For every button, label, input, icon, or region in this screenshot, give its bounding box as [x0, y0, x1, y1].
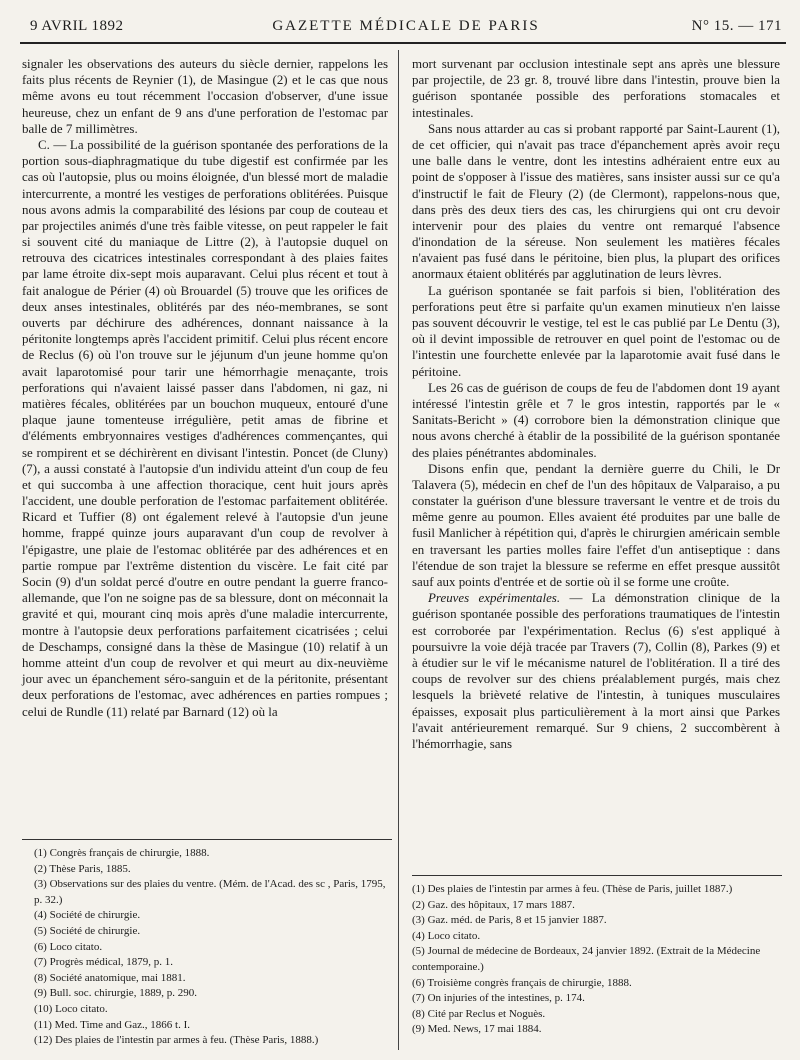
footnote: (7) Progrès médical, 1879, p. 1.: [34, 956, 173, 969]
footnote: (1) Des plaies de l'intestin par armes à feu. (Thèse de Paris, juillet 1887.): [412, 883, 733, 895]
right-paragraph-4: Les 26 cas de guérison de coups de feu de l'abdomen dont 19 ayant intéressé l'intestin grêle et 7 le gros intestin, rapportés par le « Sanitats-Bericht » (4) corrobore bien la démonstration clinique que nous avons cherché à établir de la possibilité de la guérison spontanée des plaies pénétrantes abdominales.: [412, 379, 780, 460]
footnote: (8) Société anatomique, mai 1881.: [34, 971, 186, 984]
footnote: (2) Gaz. des hôpitaux, 17 mars 1887.: [412, 898, 575, 911]
footnotes-right: [412, 882, 782, 1038]
footnote: (2) Thèse Paris, 1885.: [34, 862, 131, 875]
footnote: (12) Des plaies de l'intestin par armes à feu. (Thèse Paris, 1888.): [34, 1034, 319, 1047]
footnote: (11) Med. Time and Gaz., 1866 t. I.: [34, 1018, 191, 1031]
issue-date: 9 AVRIL 1892: [30, 18, 124, 34]
right-paragraph-6-text: — La démonstration clinique de la guérison spontanée possible des perforations traumatiques de l'intestin est corroborée par l'expérimentation. Reclus (6) s'est appliqué à poursuivre la voie déjà tracée par Travers (7), Collin (8), Parkes (9) et à étudier sur le vif le mécanisme naturel de l'oblitération. Il a tiré des coups de revolver sur des chiens préalablement purgés, mais chez lesquels la brièveté relative de l'intestin, à tuniques musculaires épaisses, exposait plus particulièrement à la mort ainsi que Parkes l'avait antérieurement remarqué. Sur 9 chiens, 2 succombèrent à l'hémorrhagie, sans: [412, 590, 780, 751]
journal-title: GAZETTE MÉDICALE DE PARIS: [272, 18, 540, 34]
column-divider: [398, 50, 399, 1050]
right-paragraph-2: Sans nous attarder au cas si probant rapporté par Saint-Laurent (1), de cet officier, qui n'avait pas trace d'épanchement après avoir reçu une balle dans le ventre, dont les intestins adhéraient entre eux au point de s'opposer à l'issue des matières, sans insister aussi sur ce qu'a d'instructif le fait de Fleury (2) (de Clermont), rappelons-nous que, dans près des deux tiers des cas, les chirurgiens qui ont cru devoir intervenir pour des plaies du ventre ont remarqué l'absence d'inondation de la séreuse. Non seulement les matières fécales n'avaient pas fusé dans le péritoine, bien plus, la plupart des orifices anormaux étaient oblitérés par agglutination de leurs lèvres.: [412, 120, 780, 282]
footnote: (10) Loco citato.: [34, 1002, 108, 1015]
footnote: (4) Société de chirurgie.: [34, 909, 141, 922]
right-paragraph-1: mort survenant par occlusion intestinale sept ans après une blessure par projectile, de 23 gr. 8, trouvé libre dans l'intestin, prouve bien la guérison spontanée possible des perforations stomacales et intestinales.: [412, 56, 780, 120]
footnote: (1) Congrès français de chirurgie, 1888.: [34, 847, 210, 859]
footnote-rule-left: [22, 839, 392, 840]
right-paragraph-5: Disons enfin que, pendant la dernière guerre du Chili, le Dr Talavera (5), médecin en chef de l'un des hôpitaux de Valparaiso, a pu constater la guérison d'une blessure traversant le ventre et de trois du même genre au poumon. Elles avaient été produites par une balle de fusil Manlicher à répétition qui, d'après le chirurgien américain semble en traversant les parties molles faire l'effet d'un antiseptique : dans l'étendue de son trajet la blessure se referme en effet presque aussitôt sauf aux points d'entrée et de sortie où il se forme une croûte.: [412, 460, 780, 589]
footnote-rule-right: [412, 875, 782, 876]
right-paragraph-6: [412, 590, 780, 752]
right-paragraph-3: La guérison spontanée se fait parfois si bien, l'oblitération des perforations peut être si parfaite qu'un examen minutieux n'en laisse pas souvent découvrir le vestige, tel est le cas publié par Le Dentu (3), où il devint impossible de retrouver en quel point de l'estomac ou de l'intestin une fourchette enlevée par la laparotomie avait fusé dans le péritoine.: [412, 282, 780, 379]
header-rule: [20, 42, 786, 44]
footnote: (7) On injuries of the intestines, p. 174.: [412, 992, 585, 1005]
footnote: (6) Loco citato.: [34, 940, 103, 953]
section-heading-preuves: Preuves expérimentales.: [428, 590, 561, 606]
left-paragraph-1: signaler les observations des auteurs du siècle dernier, rappelons les faits plus récents de Reynier (1), de Masingue (2) et le cas que nous même avons eu tout récemment l'occasion d'observer, d'une issue heureuse, chez un enfant de 9 ans d'une perforation de l'estomac par balle de 7 millimètres.: [22, 56, 388, 136]
footnote: (3) Gaz. méd. de Paris, 8 et 15 janvier 1887.: [412, 914, 607, 927]
footnote: (3) Observations sur des plaies du ventre. (Mém. de l'Acad. des sc , Paris, 1795, p. 32.): [34, 878, 386, 906]
footnote: (5) Journal de médecine de Bordeaux, 24 janvier 1892. (Extrait de la Médecine contemporaine.): [412, 945, 761, 973]
left-paragraph-2: C. — La possibilité de la guérison spontanée des perforations de la portion sous-diaphragmatique du tube digestif est confirmée par les cas où l'autopsie, plus ou moins éloignée, d'un blessé mort de maladie intercurrente, a montré les vestiges de perforations oblitérées. Puisque nous avons admis la comparabilité des lésions par coup de couteau et par projectiles animés d'une très faible vitesse, on peut rappeler le fait si souvent cité du maniaque de Littre (2), à l'autopsie duquel on retrouva des cicatrices intestinales correspondant à des plaies faites par lame étroite dix-sept mois auparavant. Celui plus récent et tout à fait analogue de Périer (4) où Brouardel (5) trouve que les orifices de deux anses intestinales, oblitérés par des néo-membranes, se sont ouverts par déchirure des adhérences, donnant naissance à la péritonite longtemps après l'accident primitif. Celui plus récent encore de Reclus (6) où l'on trouve sur le jéjunum d'un jeune homme qu'on avait laparotomisé pour tarir une hémorrhagie menaçante, trois perforations qui n'avaient laissé passer dans l'abdomen, ni gaz, ni matières fécales, oblitérées par un bouchon muqueux, entouré d'une plaque jaune tomenteuse irrégulière, petit amas de fibrine et d'éléments embryonnaires vestiges d'adhérences commençantes, qui se rompirent et se déchirèrent en divisant l'intestin. Poncet (de Cluny) (7), a aussi constaté à l'autopsie d'un individu atteint d'un coup de feu et qui succomba à une affection thoracique, cent huit jours après l'accident, une double perforation de l'estomac parfaitement oblitérée. Ricard et Tuffier (8) ont également relevé à l'autopsie d'un jeune homme, frappé quinze jours auparavant d'un coup de revolver à l'épigastre, une plaie de l'estomac oblitérée par des adhérences et en partie rompue par l'extrême distention du viscère. Le fait cité par Socin (9) d'un soldat percé d'outre en outre pendant la guerre franco-allemande, que l'on ne soigne pas de sa blessure, dont on méconnait la gravité et qui, mourant cinq mois après d'une maladie intercurrente, montre à l'autopsie deux perforations parfaitement cicatrisées ; celui de Deschamps, consigné dans la thèse de Masingue (10) relatif à un homme atteint d'un coup de revolver et qui meurt au dix-neuvième jour avec un épanchement séro-sanguin et de la péritonite, présentant deux perforations de l'estomac, avec adhérences en parties rompues ; celui de Rundle (11) relaté par Barnard (12) où la: [22, 136, 388, 719]
issue-number-page: N° 15. — 171: [691, 18, 782, 34]
left-column: [22, 56, 388, 720]
right-column: [412, 56, 780, 752]
footnote: (8) Cité par Reclus et Noguès.: [412, 1007, 546, 1020]
footnote: (5) Société de chirurgie.: [34, 924, 141, 937]
footnotes-left: [34, 846, 390, 1049]
page-header: [30, 14, 782, 42]
footnote: (6) Troisième congrès français de chirurgie, 1888.: [412, 976, 632, 989]
footnote: (4) Loco citato.: [412, 929, 481, 942]
footnote: (9) Med. News, 17 mai 1884.: [412, 1023, 542, 1036]
footnote: (9) Bull. soc. chirurgie, 1889, p. 290.: [34, 987, 197, 1000]
